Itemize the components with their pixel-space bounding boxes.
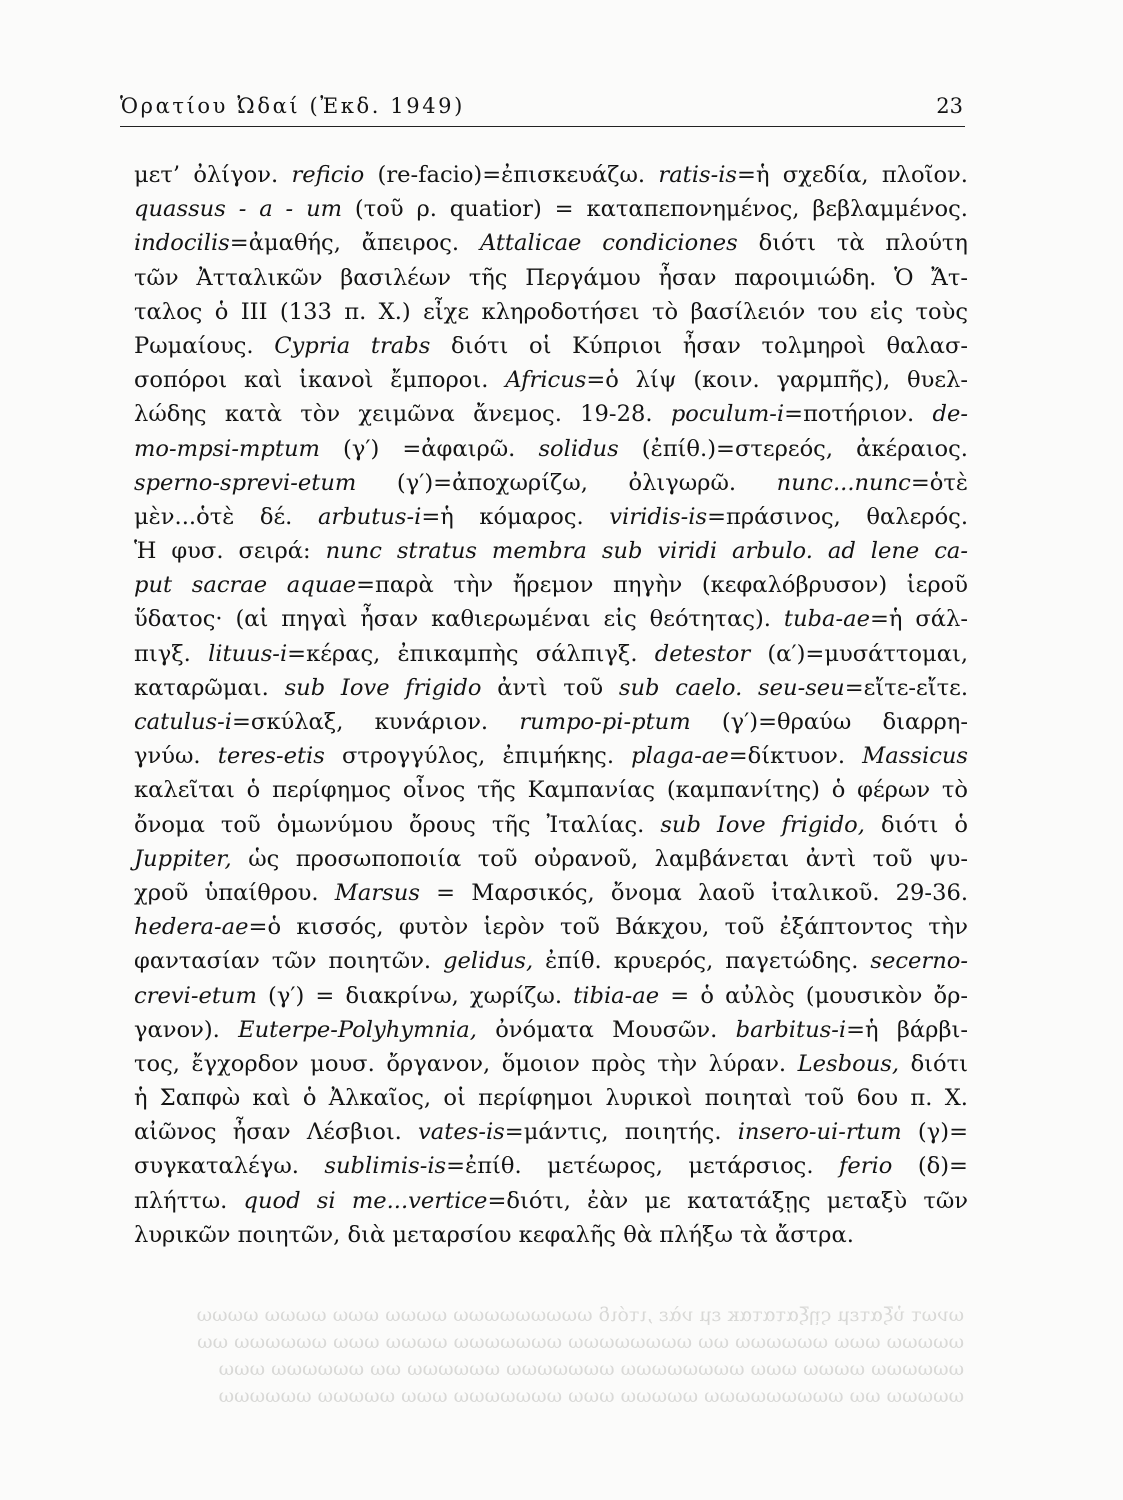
text-line [134, 363, 968, 397]
greek-text: (ἐπίθ.)=στερεός, ἀκέραιος. [618, 435, 968, 462]
greek-text: ἐπίθ. κρυερός, παγετώδης. [533, 948, 871, 975]
greek-text: =δίκτυον. [728, 743, 863, 770]
greek-text: =διότι, ἐὰν με κατατάξῃς μεταξὺ τῶν [487, 1187, 968, 1214]
greek-text: =μάντις, ποιητής. [504, 1119, 738, 1146]
greek-text: =ἡ κόμαρος. [421, 503, 610, 530]
text-line [134, 1218, 968, 1252]
latin-term: crevi-etum [134, 982, 257, 1009]
text-line [134, 397, 968, 431]
greek-text: =πράσινος, θαλερός. [707, 503, 969, 530]
greek-text: =σκύλαξ, κυνάριον. [232, 709, 520, 735]
greek-text: (γ′) =ἀφαιρῶ. [319, 435, 539, 462]
greek-text: (τοῦ ρ. quatior) = καταπεπονημένος, βεβλαμμένος. [342, 196, 968, 223]
greek-text: διότι οἱ Κύπριοι ἦσαν τολμηροὶ θαλασ- [430, 332, 969, 359]
greek-text: =ὁ λίψ (κοιν. γαρμπῆς), θυελ- [586, 367, 968, 394]
text-line [134, 602, 968, 636]
text-line [134, 158, 968, 192]
greek-text: (α′)=μυσάττομαι, [750, 640, 968, 667]
text-line [134, 1184, 968, 1218]
text-line [134, 432, 968, 466]
greek-text: καλεῖται ὁ περίφημος οἶνος τῆς Καμπανίας (καμπανίτης) ὁ φέρων τὸ [134, 777, 968, 804]
greek-text: (γ′) = διακρίνω, χωρίζω. [256, 982, 574, 1009]
text-line [134, 466, 968, 500]
latin-term: secerno- [870, 948, 968, 975]
text-line [134, 1081, 968, 1115]
latin-term: sub Iove frigido [284, 674, 482, 701]
text-line [134, 979, 968, 1013]
latin-term: nunc stratus membra sub viridi arbulo. ad lene ca- [325, 538, 968, 565]
greek-text: (γ)= [901, 1119, 968, 1146]
latin-term: viridis-is [609, 503, 708, 530]
greek-text: συγκαταλέγω. [134, 1153, 325, 1180]
greek-text: =ὁτὲ [910, 469, 968, 496]
greek-text: λυρικῶν ποιητῶν, διὰ μεταρσίου κεφαλῆς θὰ πλήξω τὰ ἄστρα. [134, 1221, 854, 1248]
text-line [134, 910, 968, 944]
latin-term: sperno-sprevi-etum [134, 469, 357, 496]
text-line [134, 226, 968, 260]
latin-term: sublimis-is [324, 1153, 447, 1180]
latin-term: Juppiter, [134, 845, 232, 872]
latin-term: de- [932, 401, 969, 428]
latin-term: insero-ui-rtum [737, 1119, 902, 1146]
text-line [134, 500, 968, 534]
greek-text: (γ′)=θραύω διαρρη- [690, 709, 968, 735]
greek-text: καταρῶμαι. [134, 674, 285, 701]
greek-text: =παρὰ τὴν ἤρεμον πηγὴν (κεφαλόβρυσον) ἱεροῦ [356, 572, 968, 599]
latin-term: mo-mpsi-mptum [134, 435, 320, 462]
greek-text: γανον). [134, 1016, 239, 1043]
latin-term: Euterpe-Polyhymnia, [238, 1016, 477, 1043]
text-line [134, 705, 968, 739]
latin-term: Marsus [334, 879, 420, 906]
latin-term: teres-etis [217, 743, 325, 770]
latin-term: sub Iove frigido, [660, 811, 865, 838]
greek-text: αἰῶνος ἦσαν Λέσβιοι. [134, 1119, 419, 1146]
latin-term: detestor [654, 640, 751, 667]
greek-text: =ὁ κισσός, φυτὸν ἱερὸν τοῦ Βάκχου, τοῦ ἐξάπτοντος τὴν [248, 914, 968, 941]
greek-text: = ὁ αὐλὸς (μουσικὸν ὄρ- [659, 982, 968, 1009]
greek-text: τος, ἔγχορδον μουσ. ὄργανον, ὅμοιον πρὸς τὴν λύραν. [134, 1050, 798, 1077]
latin-term: tuba-ae [783, 606, 870, 633]
greek-text: =ἐπίθ. μετέωρος, μετάρσιος. [446, 1153, 839, 1180]
greek-text: =ἡ σχεδία, πλοῖον. [737, 162, 968, 188]
greek-text: διότι [899, 1050, 968, 1077]
greek-text: ὡς προσωποποιία τοῦ οὐρανοῦ, λαμβάνεται ἀντὶ τοῦ ψυ- [231, 845, 968, 872]
greek-text: μετ’ ὀλίγον. [134, 162, 292, 188]
greek-text: Ἡ φυσ. σειρά: [134, 538, 326, 565]
latin-term: indocilis [134, 230, 230, 257]
text-line [134, 739, 968, 773]
latin-term: hedera-ae [134, 914, 249, 941]
text-line [134, 261, 968, 295]
latin-term: tibia-ae [573, 982, 660, 1009]
greek-text: Ρωμαίους. [134, 332, 275, 359]
greek-text: = Μαρσικός, ὄνομα λαοῦ ἰταλικοῦ. 29-36. [419, 879, 968, 906]
page-number: 23 [936, 94, 963, 118]
greek-text: μὲν...ὁτὲ δέ. [134, 503, 318, 530]
text-line [134, 568, 968, 602]
latin-term: rumpo-pi-ptum [519, 709, 691, 735]
text-line [134, 1115, 968, 1149]
greek-text: τῶν Ἀτταλικῶν βασιλέων τῆς Περγάμου ἦσαν παροιμιώδη. Ὁ Ἄτ- [134, 264, 968, 291]
latin-term: catulus-i [134, 709, 232, 735]
latin-term: lituus-i [208, 640, 288, 667]
latin-term: sub caelo. seu-seu [618, 674, 845, 701]
latin-term: poculum-i [670, 401, 785, 428]
greek-text: διότι τὰ πλούτη [737, 230, 968, 257]
latin-term: Attalicae condiciones [479, 230, 738, 257]
greek-text: (re-facio)=ἐπισκευάζω. [364, 162, 659, 188]
greek-text: χροῦ ὑπαίθρου. [134, 879, 335, 906]
greek-text: στρογγύλος, ἐπιμήκης. [324, 743, 632, 770]
greek-text: πλήττω. [134, 1187, 244, 1214]
greek-text: ὕδατος· (αἱ πηγαὶ ἦσαν καθιερωμέναι εἰς θεότητας). [134, 606, 784, 633]
text-line [134, 842, 968, 876]
greek-text: ταλος ὁ III (133 π. Χ.) εἶχε κληροδοτήσει τὸ βασίλειόν του εἰς τοὺς [134, 298, 968, 325]
greek-text: σοπόροι καὶ ἱκανοὶ ἔμποροι. [134, 367, 506, 394]
text-line [134, 876, 968, 910]
latin-term: Massicus [862, 743, 968, 770]
greek-text: φαντασίαν τῶν ποιητῶν. [134, 948, 444, 975]
text-line [134, 1047, 968, 1081]
greek-text: λώδης κατὰ τὸν χειμῶνα ἄνεμος. 19-28. [134, 401, 671, 428]
latin-term: ferio [838, 1153, 893, 1180]
text-line [134, 534, 968, 568]
latin-term: Cypria trabs [274, 332, 431, 359]
latin-term: barbitus-i [735, 1016, 847, 1043]
greek-text: =κέρας, ἐπικαμπὴς σάλπιγξ. [287, 640, 655, 667]
show-through-text: ωνωτ ὐξατεμ ςῃξατατακ εμ νὰε ,ιτόιδ ωωωωωωωωω ωωωω ωωω ωωωω ωωωω ωωωωω ωωω ωωωωωω ωω ωωωωωωωω ωωωωωωω ωωωω ωωω ωωωωωω ωω ωωωωωω ωωωω ωωω ωωωωωωωω ωωωωωωω ωωωωωω ωω ωωωωωω ωωω ωωωωω ωω ωωωωωωωωω ωωωωω ωωω ωωωωωωω ωωω ωωωωω ωωωωωω [196, 1304, 964, 1407]
latin-term: Lesbous, [797, 1050, 900, 1077]
greek-text: ὄνομα τοῦ ὁμωνύμου ὄρους τῆς Ἰταλίας. [134, 811, 661, 838]
latin-term: ratis-is [658, 162, 738, 188]
latin-term: solidus [538, 435, 619, 462]
latin-term: put sacrae aquae [134, 572, 357, 599]
text-line [134, 671, 968, 705]
greek-text: γνύω. [134, 743, 218, 770]
greek-text: (δ)= [892, 1153, 968, 1180]
latin-term: plaga-ae [631, 743, 729, 770]
greek-text: =ἡ βάρβι- [846, 1016, 969, 1043]
latin-term: arbutus-i [317, 503, 422, 530]
text-line [134, 773, 968, 807]
greek-text: (γ′)=ἀποχωρίζω, ὀλιγωρῶ. [356, 469, 777, 496]
text-line [134, 1149, 968, 1183]
latin-term: reficio [291, 162, 365, 188]
text-line [134, 637, 968, 671]
page-header [120, 86, 965, 127]
latin-term: vates-is [418, 1119, 505, 1146]
greek-text: =ἡ σάλ- [869, 606, 968, 633]
text-line [134, 944, 968, 978]
greek-text: ἀντὶ τοῦ [481, 674, 619, 701]
body-text [134, 158, 968, 1252]
greek-text: ὀνόματα Μουσῶν. [476, 1016, 736, 1043]
greek-text: =ποτήριον. [784, 401, 933, 428]
text-line [134, 192, 968, 226]
text-line [134, 808, 968, 842]
greek-text: =ἀμαθής, ἄπειρος. [229, 230, 480, 257]
latin-term: quassus - a - um [134, 196, 343, 223]
greek-text: =εἴτε-εἴτε. [844, 674, 969, 701]
text-line [134, 329, 968, 363]
text-line [134, 295, 968, 329]
latin-term: gelidus, [443, 948, 534, 975]
text-line [134, 1013, 968, 1047]
greek-text: διότι ὁ [864, 811, 968, 838]
latin-term: Africus [505, 367, 587, 394]
latin-term: quod si me...vertice [243, 1187, 488, 1214]
latin-term: nunc...nunc [776, 469, 911, 496]
greek-text: ἡ Σαπφὼ καὶ ὁ Ἀλκαῖος, οἱ περίφημοι λυρικοὶ ποιηταὶ τοῦ 6ου π. Χ. [134, 1085, 968, 1112]
greek-text: πιγξ. [134, 640, 209, 667]
running-title: Ὁρατίου Ὠδαί (Ἐκδ. 1949) [120, 94, 465, 118]
